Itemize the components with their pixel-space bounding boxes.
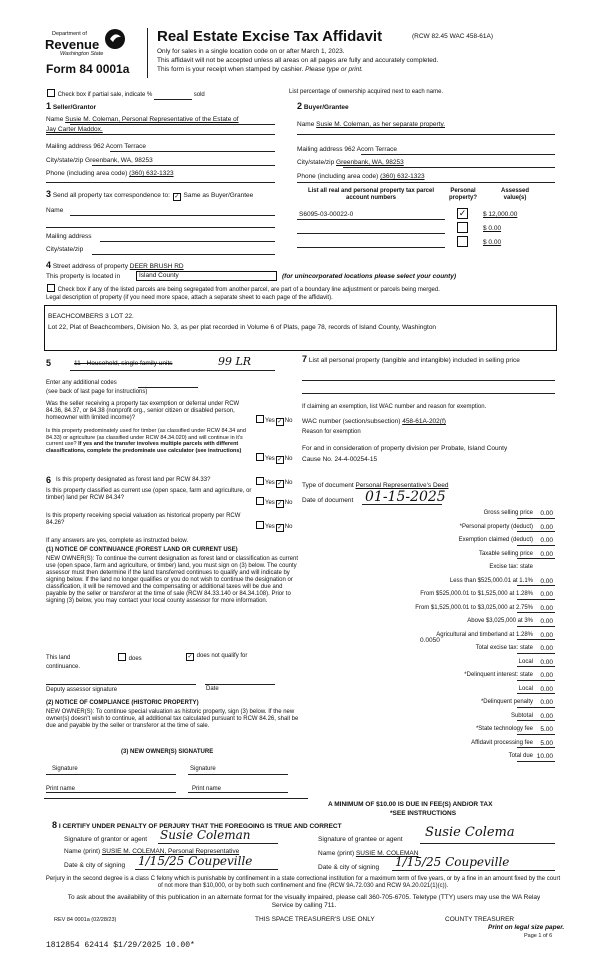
list-percentage-note: List percentage of ownership acquired next to each name.	[289, 89, 444, 95]
grantee-date-label: Date & city of signing	[318, 864, 380, 871]
located-label: This property is located in	[46, 273, 121, 280]
tax-row-value[interactable]: 0.00	[540, 645, 553, 652]
section-1-number: 1	[46, 101, 52, 111]
section-2-number: 2	[297, 101, 303, 111]
tax-row-label: Less than $525,000.01 at 1.1%	[449, 577, 533, 584]
owner-signature-label-2: Signature	[190, 766, 216, 772]
personal-property-label: List all personal property (tangible and intangible) included in selling price	[308, 357, 520, 364]
forest-no-label: No	[284, 480, 293, 486]
segregated-label: Check box if any of the listed parcels are being segregated from another parcel, are part of a boundary line adjustment or parcels being merged.	[57, 287, 440, 293]
tax-row-underline	[517, 720, 555, 721]
forest-no-checkbox[interactable]: ✓	[277, 481, 283, 487]
seller-name-line-2[interactable]: Jay Carter Maddox.	[46, 126, 103, 133]
grantee-name[interactable]: SUSIE M. COLEMAN	[355, 850, 419, 857]
tax-row-underline	[517, 666, 555, 667]
tax-row-label: *Delinquent interest: state	[464, 672, 533, 678]
reason-line-1[interactable]: For and in consideration of property division per Probate, Island County	[302, 445, 508, 452]
seller-city-label: City/state/zip	[46, 157, 84, 164]
buyer-city[interactable]: Greenbank, WA, 98253	[336, 159, 404, 166]
buyer-phone[interactable]: (360) 632-1323	[380, 173, 425, 180]
form-number: Form 84 0001a	[46, 62, 130, 76]
grantee-date-city[interactable]: 1/15/25 Coupeville	[395, 855, 510, 869]
tax-row-value[interactable]: 0.00	[540, 699, 553, 706]
q2-yes-checkbox[interactable]	[256, 453, 264, 461]
does-label: does	[128, 656, 142, 662]
owner-signature-label-1: Signature	[52, 766, 78, 772]
notice-line-1: Only for sales in a single location code on or after March 1, 2023.	[157, 48, 345, 55]
current-use-no-checkbox[interactable]: ✓	[277, 501, 283, 507]
notice-line-3: This form is your receipt when stamped by cashier.	[157, 66, 304, 73]
personal-checkbox-3[interactable]	[457, 236, 468, 247]
tax-row-underline	[517, 761, 555, 762]
forest-yes-checkbox[interactable]	[256, 477, 264, 485]
assessed-col-header: Assessed value(s)	[500, 188, 530, 201]
perjury-warning: Perjury in the second degree is a class C felony which is punishable by confinement in a state correctional institution for a maximum term of five years, or by a fine in an amount fixed by the court of not more than $10,000, or by both such confinement and fine (RCW 9A.72.030 and RCW 9A.20.021(1)(c)).	[45, 876, 561, 889]
parcel-col-header: List all real and personal property tax parcel account numbers	[307, 188, 435, 201]
does-checkbox[interactable]	[118, 653, 126, 661]
tax-row-underline	[517, 626, 555, 627]
buyer-name-label: Name	[297, 121, 315, 128]
tax-row-value[interactable]: 0.00	[540, 550, 553, 558]
tax-row-label: Local	[518, 685, 533, 692]
notice-compliance-text: NEW OWNER(S): To continue special valuation as historic property, sign (3) below. If the new owner(s) doesn't wish to continue, all additional tax calculated pursuant to RCW 84.26, shall be due and payable by the seller or transferor at the time of sale.	[46, 709, 299, 729]
tax-row-value[interactable]: 0.00	[540, 604, 553, 612]
recording-stamp: 1812854 62414 $1/29/2025 10.00*	[46, 941, 195, 950]
continuance-label: continuance.	[46, 664, 81, 670]
wac-number[interactable]: 458-61A-202(f)	[402, 418, 446, 425]
page-number: Page 1 of 6	[524, 933, 553, 939]
section-7-number: 7	[302, 354, 308, 364]
this-land-label: This land	[46, 655, 71, 661]
tax-row-underline	[517, 612, 555, 613]
timber-instructions: If yes and the transfer involves multiple parcels with different classifications, complete the predominate use calculator (see instructions)	[46, 441, 242, 454]
assessed-value-2[interactable]: $ 0.00	[483, 225, 502, 232]
seller-heading: Seller/Grantor	[52, 104, 97, 111]
tax-row-label: Local	[518, 658, 533, 665]
doc-date-label: Date of document	[302, 497, 354, 504]
segregated-checkbox[interactable]	[47, 284, 55, 292]
tax-row-value[interactable]: 5.00	[540, 739, 553, 747]
notice-line-2: This affidavit will not be accepted unless all areas on all pages are fully and accurately completed.	[157, 57, 439, 64]
buyer-mail[interactable]: 962 Acorn Terrace	[344, 146, 397, 153]
grantee-signature[interactable]: Susie Colema	[425, 825, 515, 840]
tax-row-label: *Personal property (deduct)	[459, 523, 533, 530]
tax-row-underline	[517, 747, 555, 748]
tax-row-label: From $1,525,000.01 to $3,025,000 at 2.75%	[415, 604, 533, 611]
new-owner-signature-title: (3) NEW OWNER(S) SIGNATURE	[121, 749, 214, 755]
dor-logo-icon	[104, 28, 126, 50]
tax-row-label: Above $3,025,000 at 3%	[467, 618, 533, 624]
county-select[interactable]: Island County	[136, 271, 277, 281]
tax-row-value[interactable]: 0.00	[540, 712, 553, 720]
certify-statement: I CERTIFY UNDER PENALTY OF PERJURY THAT THE FOREGOING IS TRUE AND CORRECT	[58, 823, 342, 830]
historic-no-checkbox[interactable]: ✓	[277, 525, 283, 531]
historic-no-label: No	[284, 524, 293, 530]
claim-exemption-label: If claiming an exemption, list WAC number and reason for exemption.	[302, 404, 487, 410]
street-label: Street address of property	[52, 263, 128, 270]
reason-line-2[interactable]: Cause No. 24-4-00254-15	[302, 456, 378, 463]
grantor-date-label: Date & city of signing	[64, 862, 126, 869]
current-use-yes-label: Yes	[265, 500, 275, 506]
additional-codes-label: Enter any additional codes	[46, 380, 117, 386]
assessed-value-3[interactable]: $ 0.00	[483, 239, 502, 246]
q2-no-label: No	[284, 456, 293, 462]
tax-row-value[interactable]: 0.00	[540, 658, 553, 666]
legal-description-box[interactable]	[44, 305, 557, 351]
grantor-name-label: Name (print)	[64, 848, 101, 855]
deputy-date-label: Date	[206, 686, 219, 692]
tax-row-label: Total excise tax: state	[475, 645, 533, 651]
tax-row-underline	[517, 599, 555, 600]
county-treasurer-label: COUNTY TREASURER	[445, 916, 515, 923]
notice-compliance-title: (2) NOTICE OF COMPLIANCE (HISTORIC PROPERTY)	[46, 700, 199, 706]
tax-row-underline	[517, 653, 555, 654]
historic-yes-checkbox[interactable]	[256, 521, 264, 529]
minimum-due-note: A MINIMUM OF $10.00 IS DUE IN FEE(S) AND/OR TAX	[328, 801, 493, 808]
buyer-phone-label: Phone (including area code)	[297, 173, 379, 180]
tax-row-label: Taxable selling price	[478, 550, 533, 557]
seller-name-line-1[interactable]: Susie M. Coleman, Personal Representative of the Estate of	[65, 116, 239, 123]
historic-yes-label: Yes	[265, 524, 275, 530]
form-rcw: (RCW 82.45 WAC 458-61A)	[412, 33, 494, 40]
street-address[interactable]: DEER BRUSH RD	[129, 263, 184, 270]
tax-row-value[interactable]: 0.00	[540, 685, 553, 693]
grantor-sig-label: Signature of grantor or agent	[64, 836, 148, 843]
tax-row-value[interactable]: 0.00	[540, 577, 553, 585]
owner-print-label-2: Print name	[192, 786, 222, 792]
grantee-name-label: Name (print)	[318, 850, 355, 857]
tax-row-underline	[517, 639, 555, 640]
q2-no-checkbox[interactable]: ✓	[277, 457, 283, 463]
grantee-sig-label: Signature of grantee or agent	[318, 836, 403, 843]
current-use-yes-checkbox[interactable]	[256, 497, 264, 505]
tax-row-value[interactable]: 0.00	[540, 618, 553, 625]
tax-row-value[interactable]: 0.00	[540, 672, 553, 679]
tax-row-value[interactable]: 10.00	[536, 753, 553, 760]
q2-yes-label: Yes	[265, 456, 275, 462]
assessed-value-1[interactable]: $ 12,000.00	[483, 211, 518, 218]
exemption-question: Was the seller receiving a property tax exemption or deferral under RCW 84.36, 84.37, or 84.38 (nonprofit org., senior citizen or disabled person, homeowner with limited income)?	[46, 401, 240, 421]
notice-continuance-text: NEW OWNER(S): To continue the current designation as forest land or classification as current use (open space, farm and agriculture, or timber) land, you must sign on (3) below. The county assessor must then determine if the land transferred continues to qualify and will indicate by signing below. If the land no longer qualifies or you do not wish to continue the designation or classification, it will be removed and the compensating or additional taxes will be due and payable by the seller or transferor at the time of sale (RCW 84.33.140 or 84.34.108). Prior to signing (3) below, you may contact your local county assessor for more information.	[46, 556, 298, 604]
tax-row-label: Exemption claimed (deduct)	[458, 537, 533, 543]
partial-sale-checkbox[interactable]	[47, 89, 55, 97]
tax-row-underline	[517, 518, 555, 519]
tax-row-label: *Delinquent penalty	[480, 699, 533, 705]
see-instructions-note: *SEE INSTRUCTIONS	[390, 810, 457, 817]
handwritten-use-code: 99 LR	[218, 355, 252, 368]
tax-row-label: Total due	[508, 753, 533, 759]
seller-mail[interactable]: 962 Acorn Terrace	[93, 143, 146, 150]
current-use-question: Is this property classified as current use (open space, farm and agriculture, or timber) land per RCW 84.34?	[46, 488, 252, 501]
buyer-heading: Buyer/Grantee	[303, 104, 349, 111]
section-5-number: 5	[46, 358, 52, 368]
grantor-name[interactable]: SUSIE M. COLEMAN, Personal Representative	[101, 848, 240, 855]
seller-name-label: Name	[46, 116, 64, 123]
section-3-number: 3	[46, 189, 52, 199]
tax-row-underline	[517, 531, 555, 532]
q1-yes-checkbox[interactable]	[256, 415, 264, 423]
forest-yes-label: Yes	[265, 480, 275, 486]
local-rate: 0.0050	[420, 637, 440, 644]
current-use-no-label: No	[284, 500, 293, 506]
tax-row-label: *State technology fee	[475, 726, 533, 732]
forest-question: Is this property designated as forest land per RCW 84.33?	[56, 477, 211, 483]
personal-checkbox-1[interactable]: ✓	[458, 208, 467, 218]
revenue-logo-text: Revenue	[45, 37, 100, 52]
q1-no-label: No	[284, 418, 293, 424]
partial-sale-label: Check box if partial sale, indicate %	[57, 92, 153, 98]
tax-row-value[interactable]: 0.00	[540, 537, 553, 544]
tax-row-label: Excise tax: state	[489, 564, 533, 570]
does-not-label: does not qualify for	[196, 653, 248, 659]
deputy-assessor-label: Deputy assessor signature	[46, 687, 118, 693]
washington-state-label: Washington State	[60, 51, 104, 57]
section-4-number: 4	[46, 260, 52, 270]
wac-label: WAC number (section/subsection)	[302, 418, 401, 425]
corr-name-label: Name	[46, 207, 64, 214]
doc-type-label: Type of document	[302, 482, 354, 489]
tax-row-value[interactable]: 0.00	[540, 631, 553, 639]
tax-row-underline	[517, 558, 555, 559]
legal-desc-label: Legal description of property (if you need more space, attach a separate sheet to each page of the affidavit).	[46, 295, 333, 301]
if-any-yes: If any answers are yes, complete as instructed below.	[46, 538, 189, 544]
tax-row-label: Agricultural and timberland at 1.28%	[436, 631, 533, 638]
owner-print-label-1: Print name	[46, 786, 76, 792]
seller-phone-label: Phone (including area code)	[46, 170, 128, 177]
seller-mail-label: Mailing address	[46, 143, 92, 150]
tax-row-value[interactable]: 0.00	[540, 510, 553, 517]
same-as-buyer-checkbox[interactable]: ✓	[174, 194, 180, 200]
parcel-number-1[interactable]: S6095-03-00022-0	[299, 211, 354, 218]
grantor-signature[interactable]: Susie Coleman	[160, 828, 251, 842]
tax-row-underline	[517, 585, 555, 586]
tax-row-label: Affidavit processing fee	[471, 739, 533, 746]
doc-date[interactable]: 01-15-2025	[365, 489, 446, 505]
legal-paper-note: Print on legal size paper.	[488, 924, 565, 931]
corr-mail-label: Mailing address	[46, 233, 92, 240]
tax-row-underline	[517, 734, 555, 735]
sold-label: sold	[193, 92, 205, 98]
type-or-print: Please type or print.	[305, 66, 363, 73]
tax-row-label: Subtotal	[510, 712, 533, 719]
historic-question: Is this property receiving special valuation as historical property per RCW 84.26?	[46, 513, 241, 526]
corr-city-label: City/state/zip	[46, 246, 84, 253]
availability-note: To ask about the availability of this publication in an alternate format for the visually impaired, please call 360-705-6705. Teletype (TTY) users may use the WA Relay Service by calling 711.	[67, 894, 541, 909]
personal-checkbox-2[interactable]	[457, 222, 468, 233]
rev-number: REV 84 0001a (02/28/23)	[54, 917, 117, 923]
seller-city[interactable]: Greenbank, WA, 98253	[85, 157, 153, 164]
timber-question: Is this property predominately used for timber (as classified under RCW 84.34 and 84.33) or agriculture (as classified under RCW 84.34.020) and will continue in it's current use?	[46, 428, 246, 447]
section-8-number: 8	[52, 820, 58, 830]
section-6-number: 6	[46, 475, 52, 485]
land-use-code[interactable]: 11 - Household, single family units	[74, 360, 173, 367]
doc-type[interactable]: Personal Representative's Deed	[355, 482, 449, 489]
form-title: Real Estate Excise Tax Affidavit	[157, 28, 383, 45]
legal-line-1: BEACHCOMBERS 3 LOT 22.	[48, 313, 134, 320]
tax-row-underline	[517, 707, 555, 708]
tax-row-value[interactable]: 0.00	[540, 523, 553, 531]
tax-row-value[interactable]: 5.00	[540, 726, 553, 733]
reason-label: Reason for exemption	[302, 429, 361, 435]
tax-row-underline	[517, 680, 555, 681]
legal-line-2: Lot 22, Plat of Beachcombers, Division No. 3, as per plat recorded in Volume 6 of Plats, page 78, records of Island County, Washington	[48, 324, 437, 331]
q1-no-checkbox[interactable]: ✓	[277, 419, 283, 425]
codes-note: (see back of last page for instructions)	[46, 389, 148, 395]
tax-row-value[interactable]: 0.00	[540, 591, 553, 598]
personal-col-header: Personal property?	[448, 188, 477, 201]
tax-row-label: Gross selling price	[483, 510, 533, 516]
same-as-buyer-label: Same as Buyer/Grantee	[183, 192, 254, 199]
dept-of-label: Department of	[52, 31, 87, 37]
correspondence-label: Send all property tax correspondence to:	[52, 192, 170, 199]
does-not-checkbox[interactable]: ✓	[187, 654, 193, 660]
buyer-mail-label: Mailing address	[297, 146, 343, 153]
notice-continuance-title: (1) NOTICE OF CONTINUANCE (FOREST LAND OR CURRENT USE)	[46, 547, 238, 553]
seller-phone[interactable]: (360) 632-1323	[129, 170, 174, 177]
tax-row-underline	[517, 693, 555, 694]
grantor-date-city[interactable]: 1/15/25 Coupeville	[138, 854, 253, 868]
partial-pct-field[interactable]	[154, 92, 192, 100]
county-note: (for unincorporated locations please select your county)	[282, 273, 457, 280]
buyer-city-label: City/state/zip	[297, 159, 335, 166]
q1-yes-label: Yes	[265, 418, 275, 424]
tax-row-label: From $525,000.01 to $1,525,000 at 1.28%	[420, 591, 533, 597]
treasurer-use-label: THIS SPACE TREASURER'S USE ONLY	[255, 916, 375, 923]
buyer-name[interactable]: Susie M. Coleman, as her separate property.	[316, 121, 446, 128]
tax-row-underline	[517, 545, 555, 546]
